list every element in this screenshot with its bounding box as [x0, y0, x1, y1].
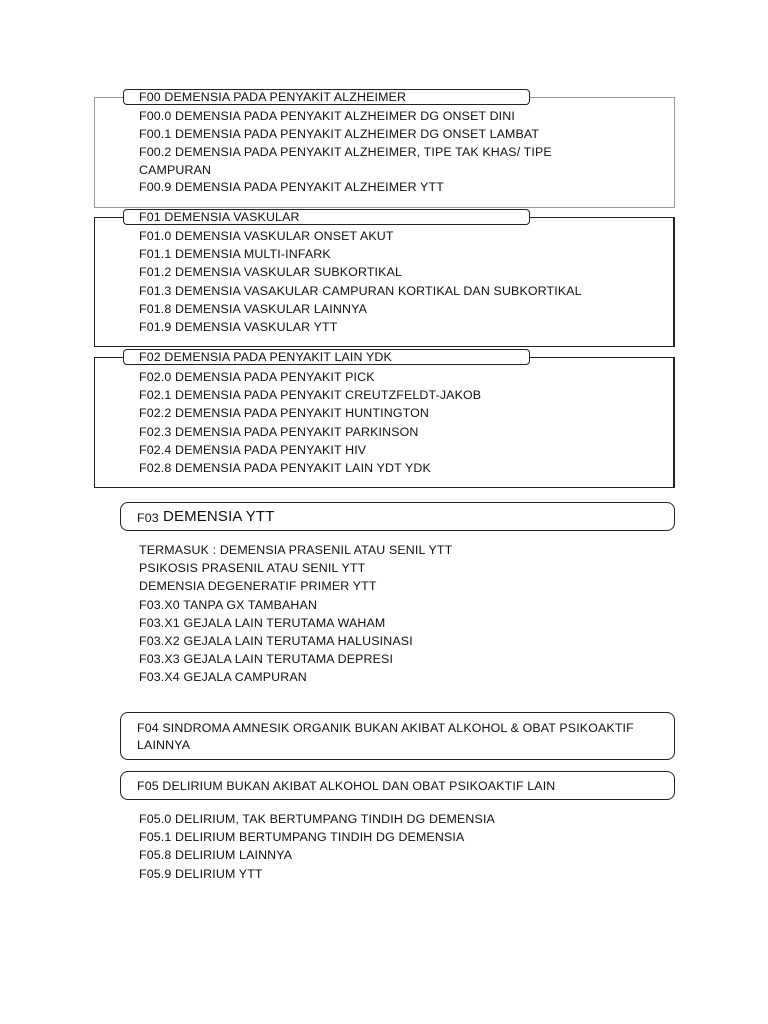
list-item: F01.8 DEMENSIA VASKULAR LAINNYA [139, 301, 367, 316]
list-item: F01.0 DEMENSIA VASKULAR ONSET AKUT [139, 229, 394, 243]
list-item: F05.9 DELIRIUM YTT [139, 866, 263, 881]
list-item: F02.0 DEMENSIA PADA PENYAKIT PICK [139, 370, 375, 384]
list-item: CAMPURAN [139, 162, 212, 177]
list-item: F00.9 DEMENSIA PADA PENYAKIT ALZHEIMER YTT [139, 179, 444, 194]
f04-heading-line2: LAINNYA [137, 738, 191, 752]
f01-item-list [139, 227, 582, 336]
f03-heading-box [120, 502, 675, 531]
list-item: F00.1 DEMENSIA PADA PENYAKIT ALZHEIMER DG ONSET LAMBAT [139, 127, 540, 142]
list-item: F02.1 DEMENSIA PADA PENYAKIT CREUTZFELDT-JAKOB [139, 388, 482, 403]
f02-heading: F02 DEMENSIA PADA PENYAKIT LAIN YDK [123, 349, 530, 365]
list-item: F01.1 DEMENSIA MULTI-INFARK [139, 247, 331, 262]
list-item: TERMASUK : DEMENSIA PRASENIL ATAU SENIL YTT [139, 543, 453, 557]
list-item: F02.3 DEMENSIA PADA PENYAKIT PARKINSON [139, 424, 419, 439]
list-item: F03.X2 GEJALA LAIN TERUTAMA HALUSINASI [139, 634, 413, 649]
f02-item-list [139, 368, 481, 477]
list-item: F03.X3 GEJALA LAIN TERUTAMA DEPRESI [139, 652, 394, 667]
f05-item-list [139, 810, 495, 883]
list-item: F01.2 DEMENSIA VASKULAR SUBKORTIKAL [139, 265, 403, 280]
list-item: F00.0 DEMENSIA PADA PENYAKIT ALZHEIMER DG ONSET DINI [139, 109, 515, 123]
list-item: PSIKOSIS PRASENIL ATAU SENIL YTT [139, 561, 366, 576]
f04-heading-box [120, 712, 675, 760]
f00-item-list [139, 107, 552, 196]
f05-heading: F05 DELIRIUM BUKAN AKIBAT ALKOHOL DAN OBAT PSIKOAKTIF LAIN [137, 779, 556, 793]
list-item: F05.0 DELIRIUM, TAK BERTUMPANG TINDIH DG DEMENSIA [139, 812, 495, 826]
list-item: F03.X0 TANPA GX TAMBAHAN [139, 597, 318, 612]
list-item: F01.9 DEMENSIA VASKULAR YTT [139, 320, 338, 335]
list-item: F05.8 DELIRIUM LAINNYA [139, 848, 293, 863]
f03-heading-text: DEMENSIA YTT [163, 508, 275, 525]
f01-heading: F01 DEMENSIA VASKULAR [123, 209, 530, 225]
list-item: F02.2 DEMENSIA PADA PENYAKIT HUNTINGTON [139, 406, 429, 421]
list-item: F02.8 DEMENSIA PADA PENYAKIT LAIN YDT YDK [139, 461, 431, 476]
f03-item-list [139, 541, 452, 687]
list-item: F03.X1 GEJALA LAIN TERUTAMA WAHAM [139, 615, 386, 630]
list-item: F05.1 DELIRIUM BERTUMPANG TINDIH DG DEMENSIA [139, 830, 465, 845]
f05-heading-box [120, 771, 675, 800]
list-item: F01.3 DEMENSIA VASAKULAR CAMPURAN KORTIKAL DAN SUBKORTIKAL [139, 283, 582, 298]
f04-heading-line1: F04 SINDROMA AMNESIK ORGANIK BUKAN AKIBAT ALKOHOL & OBAT PSIKOAKTIF [137, 721, 634, 735]
list-item: F03.X4 GEJALA CAMPURAN [139, 670, 307, 685]
list-item: F00.2 DEMENSIA PADA PENYAKIT ALZHEIMER, TIPE TAK KHAS/ TIPE [139, 145, 552, 160]
list-item: DEMENSIA DEGENERATIF PRIMER YTT [139, 579, 377, 594]
f00-heading: F00 DEMENSIA PADA PENYAKIT ALZHEIMER [123, 89, 530, 105]
list-item: F02.4 DEMENSIA PADA PENYAKIT HIV [139, 442, 367, 457]
f03-heading-code: F03 [137, 511, 159, 525]
